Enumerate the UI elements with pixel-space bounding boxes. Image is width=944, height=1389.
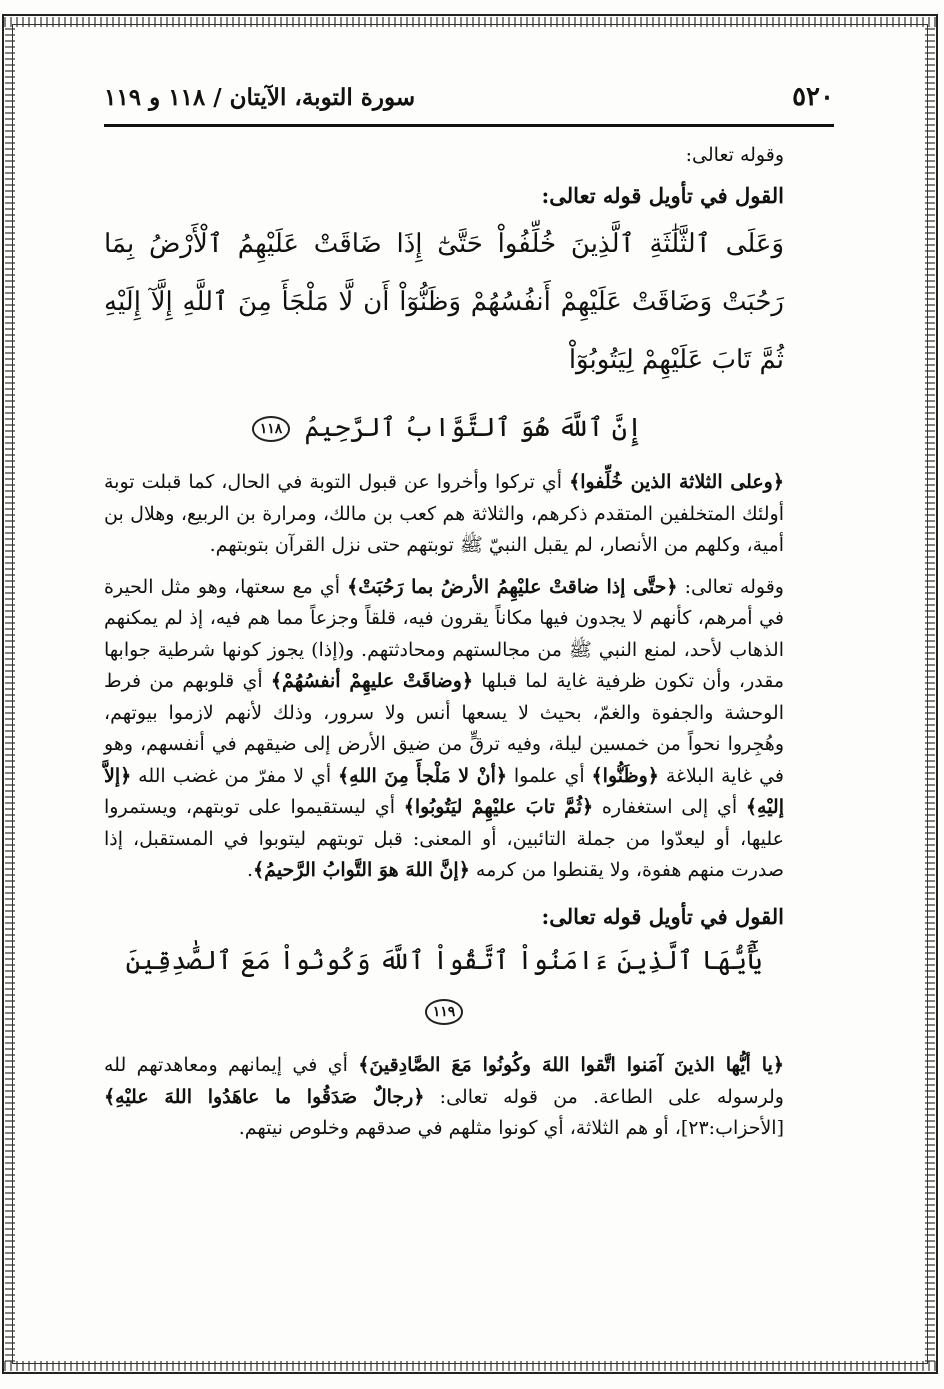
verse-119-text: يَٰٓأَيُّهَا ٱلَّذِينَ ءَامَنُواْ ٱتَّقُواْ ٱللَّهَ وَكُونُواْ مَعَ ٱلصَّٰدِقِينَ — [125, 946, 763, 976]
quran-verse-119 — [104, 936, 784, 1036]
commentary-paragraph-1 — [104, 467, 784, 562]
quote: ﴿وضاقَتْ عليهِمْ أنفسُهُمْ﴾ — [270, 670, 474, 692]
quran-verse-118 — [104, 215, 784, 389]
running-title: سورة التوبة، الآيتان / ١١٨ و ١١٩ — [104, 84, 416, 111]
text: أي إلى استغفاره — [593, 796, 746, 818]
quote: ﴿وعلى الثلاثة الذين خُلِّفوا﴾ — [569, 471, 784, 493]
page-number: ٥٢٠ — [792, 82, 834, 112]
quote: ﴿حتَّى إذا ضاقتْ عليْهِمُ الأرضُ بما رَحُبَتْ﴾ — [347, 575, 678, 598]
quote: ﴿وظَنُّوا﴾ — [591, 764, 659, 787]
quran-verse-118-end — [104, 399, 784, 457]
quote: ﴿يا أيُّها الذينَ آمَنوا اتَّقوا اللهَ وكُونُوا مَعَ الصَّادِقينَ﴾ — [358, 1054, 784, 1076]
verse-118-text: وَعَلَى ٱلثَّلَٰثَةِ ٱلَّذِينَ خُلِّفُواْ حَتَّىٰٓ إِذَا ضَاقَتْ عَلَيْهِمُ ٱلْأَرْضُ بِمَا رَحُبَتْ وَضَاقَتْ عَلَيْهِمْ أَنفُسُهُمْ وَظَنُّوٓاْ أَن لَّا مَلْجَأَ مِنَ ٱللَّهِ إِلَّآ إِلَيْهِ ثُمَّ تَابَ عَلَيْهِمْ لِيَتُوبُوٓاْ — [104, 229, 784, 375]
section-heading-118: القول في تأويل قوله تعالى: — [541, 182, 784, 208]
commentary-paragraph-2 — [104, 572, 784, 887]
commentary-paragraph-3 — [104, 1050, 784, 1145]
ayah-number-119: ١١٩ — [425, 999, 464, 1025]
verse-118-end-text: إِنَّ ٱللَّهَ هُوَ ٱلتَّوَّابُ ٱلرَّحِيمُ — [304, 413, 643, 443]
text: أي تركوا وأخروا عن قبول التوبة في الحال، كما قبلت توبة أولئك المتخلفين المتقدم ذكرهم، والثلاثة هم كعب بن مالك، ومرارة بن الربيع، وهلال بن أمية، وكلهم من الأنصار، لم يقبل النبيّ ﷺ توبتهم حتى نزل القرآن بتوبتهم. — [104, 471, 784, 556]
section-heading-119: القول في تأويل قوله تعالى: — [541, 903, 784, 929]
text: أي مع سعتها، وهو مثل الحيرة في أمرهم، كأنهم لا يجدون فيها مكاناً يقرون فيه، قلقاً وجزعاً مما هم فيه، إذ لم يمكنهم الذهاب لأحد، لمنع النبي ﷺ من مجالستهم ومحادثتهم. و(إذا) يجوز كونها شرطية جوابها مقدر، وأن تكون ظرفية غاية لما قبلها — [104, 575, 785, 692]
quote: ﴿إنَّ اللهَ هوَ التَّوابُ الرَّحيمُ﴾ — [253, 859, 470, 881]
text: [الأحزاب:٢٣]، أو هم الثلاثة، أي كونوا مثلهم في صدقهم وخلوص نيتهم. — [238, 1117, 784, 1139]
text: أي علموا — [506, 764, 592, 787]
page-header — [104, 82, 834, 122]
quote: ﴿إلاَّ إليْهِ﴾ — [104, 764, 784, 818]
text: أي قلوبهم من فرط الوحشة والجفوة والغمّ، بحيث لا يسعها أنس ولا سرور، وذلك لأنهم لازموا بيوتهم، وهُجِروا نحواً من خمسين ليلة، وفيه ترقٍّ من ضيق الأرض إلى ضيقهم في أنفسهم، وهو في غاية البلاغة — [104, 670, 785, 787]
quote: ﴿ثُمَّ تابَ عليْهِمْ ليَتُوبُوا﴾ — [403, 796, 594, 818]
text: وقوله تعالى: — [677, 575, 784, 598]
text: . — [247, 859, 254, 881]
text: أي ليستقيموا على توبتهم، ويستمروا عليها، أو ليعدّوا من جملة التائبين، أو المعنى: قبل توبتهم ليتوبوا في المستقبل، إذا صدرت منهم هفوة، ولا يقنطوا من كرمه — [104, 796, 784, 881]
text: أي لا مفرّ من غضب الله — [131, 764, 339, 787]
ayah-number-118: ١١٨ — [252, 416, 291, 442]
text: أي في إيمانهم ومعاهدتهم لله ولرسوله على الطاعة. من قوله تعالى: — [104, 1054, 784, 1108]
quote: ﴿رجالٌ صَدَقُوا ما عاهَدُوا اللهَ عليْهِ﴾ — [104, 1085, 425, 1108]
intro-line: وقوله تعالى: — [685, 144, 784, 166]
page-body — [104, 140, 784, 1155]
header-rule — [104, 124, 834, 127]
quote: ﴿أنْ لا مَلْجأَ مِنَ اللهِ﴾ — [338, 764, 507, 787]
